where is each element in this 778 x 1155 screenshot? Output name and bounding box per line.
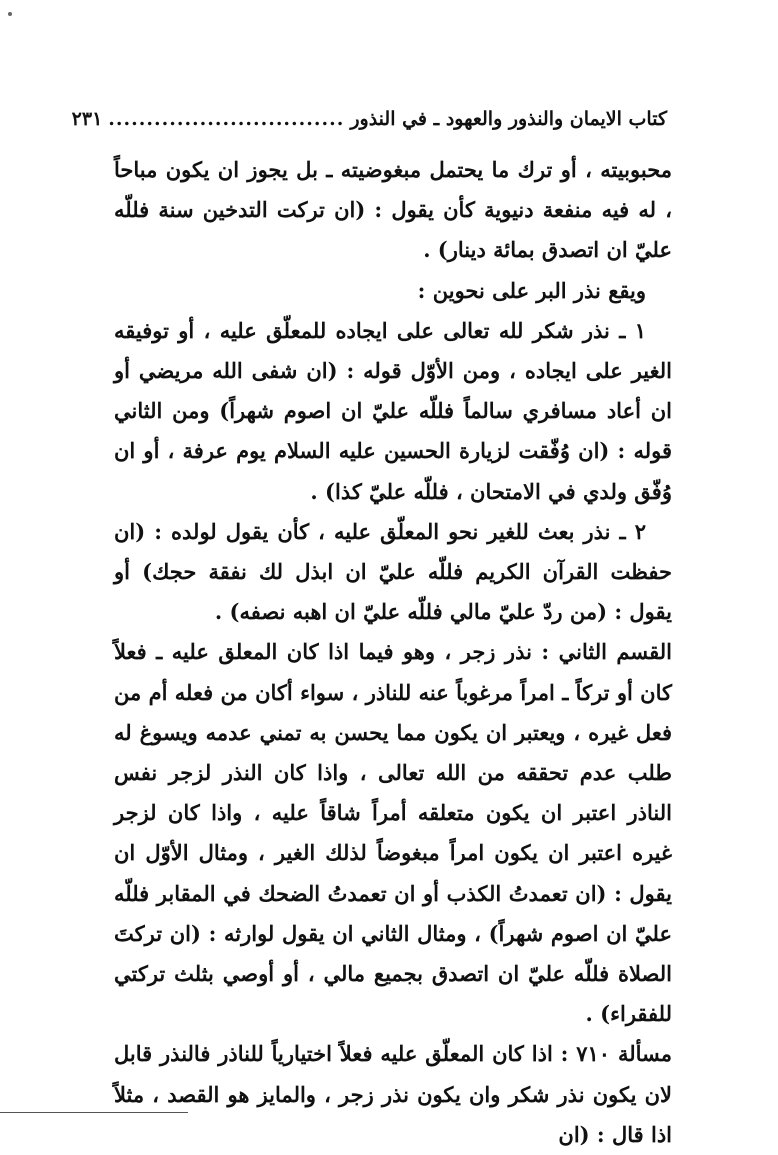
page-body: [114, 150, 672, 1155]
paragraph-type-two: ٢ ـ نذر بعث للغير نحو المعلّق عليه ، كأن يقول لولده : (ان حفظت القرآن الكريم فللّه عليّ ان ابذل لك نفقة حجك) أو يقول : (من ردّ عليّ مالي فللّه عليّ ان اهبه نصفه) .: [114, 518, 672, 625]
paragraph-continuation: محبوبيته ، أو ترك ما يحتمل مبغوضيته ـ بل يجوز ان يكون مباحاً ، له فيه منفعة دنيوية كأن يقول : (ان تركت التدخين سنة فللّه عليّ ان اتصدق بمائة دينار) .: [114, 157, 672, 263]
page-number: ٢٣١: [71, 108, 103, 130]
issue-710-text: اذا كان المعلّق عليه فعلاً اختيارياً للناذر فالنذر قابل لان يكون نذر شكر وان يكون نذر زجر ، والمايز هو القصد ، مثلاً اذا قال : (ان: [114, 1041, 672, 1147]
paragraph-issue-710: [114, 1034, 672, 1155]
section-two-text: نذر زجر ، وهو فيما اذا كان المعلق عليه ـ فعلاً كان أو تركاً ـ امراً مرغوباً عنه للناذر ، سواء أكان من فعله أم من فعل غيره ، ويعتبر ان يكون مما يحسن به تمني عدمه ويسوغ له طلب عدم تحققه من الله تعالى ، واذا كان النذر لزجر نفس الناذر اعتبر ان يكون متعلقه أمراً شاقاً عليه ، واذا كان لزجر غيره اعتبر ان يكون امراً مبغوضاً لذلك الغير ، ومثال الأوّل ان يقول : (ان تعمدتُ الكذب أو ان تعمدتُ الضحك في المقابر فللّه عليّ ان اصوم شهراً) ، ومثال الثاني ان يقول لوارثه : (ان تركتَ الصلاة فللّه عليّ ان اتصدق بجميع مالي ، أو أوصي بثلث تركتي للفقراء) .: [114, 639, 672, 1027]
paragraph-two-types: ويقع نذر البر على نحوين :: [417, 277, 646, 303]
paragraph-section-two: [114, 632, 672, 1034]
header-leader-dots: ...............................: [108, 108, 345, 130]
corner-mark: [8, 12, 12, 16]
paragraph-type-one: ١ ـ نذر شكر لله تعالى على ايجاده للمعلّق عليه ، أو توفيقه الغير على ايجاده ، ومن الأوّل قوله : (ان شفى الله مريضي أو ان أعاد مسافري سالماً فللّه عليّ ان اصوم شهراً) ومن الثاني قوله : (ان وُفّقت لزيارة الحسين عليه السلام يوم عرفة ، أو ان وُفّق ولدي في الامتحان ، فللّه عليّ كذا) .: [114, 317, 672, 504]
issue-710-heading: مسألة ٧١٠ :: [560, 1041, 672, 1067]
header-title: كتاب الايمان والنذور والعهود ـ في النذور: [350, 108, 667, 130]
footer-rule: [0, 1112, 188, 1113]
running-header: [71, 108, 667, 130]
section-two-heading: القسم الثاني :: [541, 639, 673, 665]
